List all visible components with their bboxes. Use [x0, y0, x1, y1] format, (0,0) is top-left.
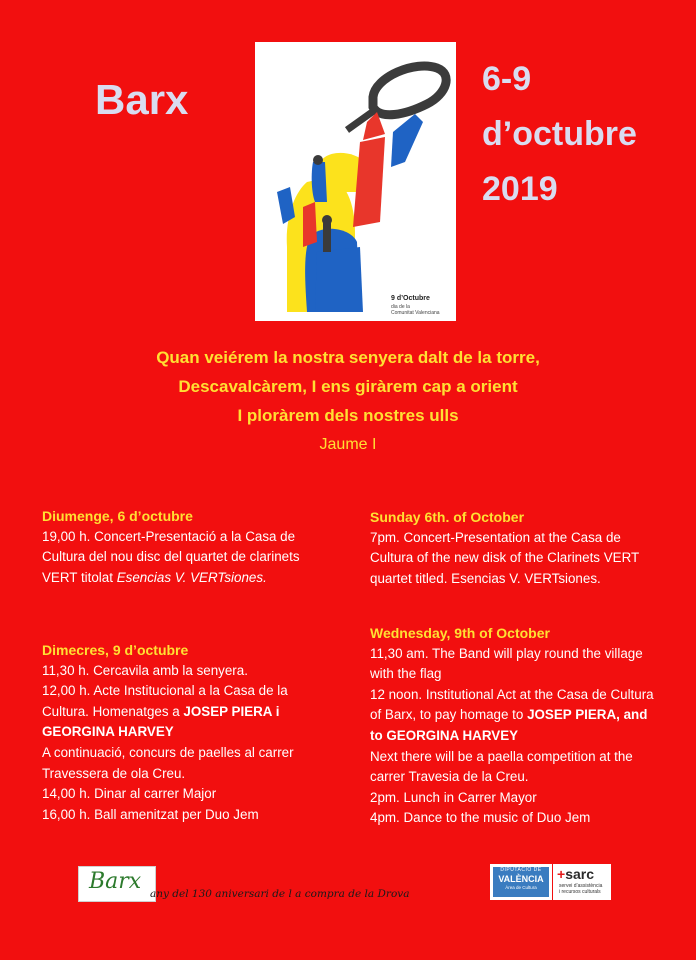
key-handle-shape — [373, 66, 446, 115]
blue-hand-right — [391, 114, 423, 167]
honoree-2-en: to GEORGINA HARVEY — [370, 727, 519, 743]
sarc-logo — [553, 864, 611, 900]
wednesday-line-4-en — [370, 705, 670, 726]
wednesday-line-8-ca: 16,00 h. Ball amenitzat per Duo Jem — [42, 806, 259, 822]
diputacio-logo-line3: Àrea de Cultura — [505, 885, 537, 890]
program-sunday-ca — [42, 506, 322, 588]
honoree-1-ca: JOSEP PIERA i — [183, 703, 280, 719]
wednesday-line-3-ca-text: Cultura. Homenatges a — [42, 703, 184, 719]
wednesday-line-4-ca — [42, 722, 322, 743]
wednesday-line-3-ca — [42, 702, 322, 723]
dates-range: 6-9 — [482, 60, 532, 98]
sunday-heading-en: Sunday 6th. of October — [370, 509, 525, 525]
quote-line-2: Descavalcàrem, I ens giràrem cap a orient — [178, 377, 518, 396]
quote-author: Jaume I — [319, 436, 377, 453]
dates-month: d’octubre — [482, 115, 637, 153]
central-blue-bottle — [315, 247, 363, 312]
sarc-plus-icon: + — [557, 866, 566, 882]
wednesday-line-1-en: 11,30 am. The Band will play round the village — [370, 645, 643, 661]
album-title-ca: Esencias V. VERTsiones. — [116, 569, 267, 585]
quote-line-3: I ploràrem dels nostres ulls — [237, 406, 459, 425]
dark-head-1 — [313, 155, 323, 165]
wednesday-line-2-ca: 12,00 h. Acte Institucional a la Casa de la — [42, 683, 288, 699]
diputacio-logo-line2: VALÈNCIA — [498, 874, 544, 884]
wednesday-line-4-en-text: of Barx, to pay homage to — [370, 707, 528, 723]
sunday-line-3-en: quartet titled. Esencias V. VERTsiones. — [370, 570, 601, 586]
red-hand — [303, 202, 317, 247]
wednesday-line-3-en: 12 noon. Institutional Act at the Casa de Cultura — [370, 686, 654, 702]
blue-head — [312, 162, 327, 202]
program-wednesday-ca — [42, 640, 322, 825]
sunday-line-1-en: 7pm. Concert-Presentation at the Casa de — [370, 529, 621, 545]
poster-caption-line3: Comunitat Valenciana — [391, 310, 440, 316]
wednesday-line-8-en: 2pm. Lunch in Carrer Mayor — [370, 789, 537, 805]
wednesday-line-7-ca: 14,00 h. Dinar al carrer Major — [42, 786, 217, 802]
event-dates — [482, 52, 637, 217]
sunday-line-2-en: Cultura of the new disk of the Clarinets VERT — [370, 550, 640, 566]
barx-logo — [78, 866, 156, 902]
blue-hand-left — [277, 187, 295, 224]
poster-artwork — [255, 42, 456, 321]
wednesday-line-5-ca: A continuació, concurs de paelles al carrer — [42, 744, 294, 760]
honoree-2-ca: GEORGINA HARVEY — [42, 724, 174, 740]
poster-caption-line2: dia de la — [391, 304, 410, 310]
wednesday-line-6-en: Next there will be a paella competition at the — [370, 748, 633, 764]
sarc-logo-text: sarc — [565, 866, 594, 882]
poster-illustration — [255, 42, 456, 321]
dates-year: 2019 — [482, 170, 558, 208]
diputacio-logo-inner — [493, 867, 549, 897]
sunday-line-1-ca: 19,00 h. Concert-Presentació a la Casa de — [42, 528, 296, 544]
red-torch — [353, 137, 385, 227]
wednesday-line-9-en: 4pm. Dance to the music of Duo Jem — [370, 810, 591, 826]
poster-caption-title: 9 d’Octubre — [391, 295, 430, 302]
quote-block — [0, 343, 696, 459]
anniversary-text: any del 130 aniversari de l a compra de la Drova — [150, 888, 410, 900]
quote-line-1: Quan veiérem la nostra senyera dalt de la torre, — [156, 348, 540, 367]
sunday-heading-ca: Diumenge, 6 d’octubre — [42, 508, 193, 524]
wednesday-heading-en: Wednesday, 9th of October — [370, 625, 550, 641]
wednesday-line-1-ca: 11,30 h. Cercavila amb la senyera. — [42, 662, 248, 678]
sarc-logo-sub — [559, 883, 602, 895]
sunday-line-2-ca: Cultura del nou disc del quartet de clarinets — [42, 549, 300, 565]
barx-logo-text: Barx — [89, 869, 142, 894]
wednesday-heading-ca: Dimecres, 9 d’octubre — [42, 642, 189, 658]
sunday-line-3-ca — [42, 568, 322, 589]
town-title: Barx — [95, 76, 189, 123]
dark-neck — [323, 222, 331, 252]
wednesday-line-5-en — [370, 726, 670, 747]
honoree-1-en: JOSEP PIERA, and — [527, 707, 648, 723]
wednesday-line-2-en: with the flag — [370, 666, 442, 682]
wednesday-line-7-en: carrer Travesia de la Creu. — [370, 769, 529, 785]
program-wednesday-en — [370, 623, 670, 829]
program-sunday-en — [370, 507, 670, 589]
diputacio-valencia-logo — [490, 864, 552, 900]
wednesday-line-6-ca: Travessera de ola Creu. — [42, 765, 186, 781]
diputacio-logo-line1: DIPUTACIÓ DE — [500, 867, 542, 873]
sunday-line-3-ca-text: VERT titolat — [42, 569, 117, 585]
sarc-sub-1: servei d’assistència — [559, 883, 603, 889]
sarc-logo-name — [557, 866, 594, 882]
sarc-sub-2: i recursos culturals — [559, 889, 601, 895]
